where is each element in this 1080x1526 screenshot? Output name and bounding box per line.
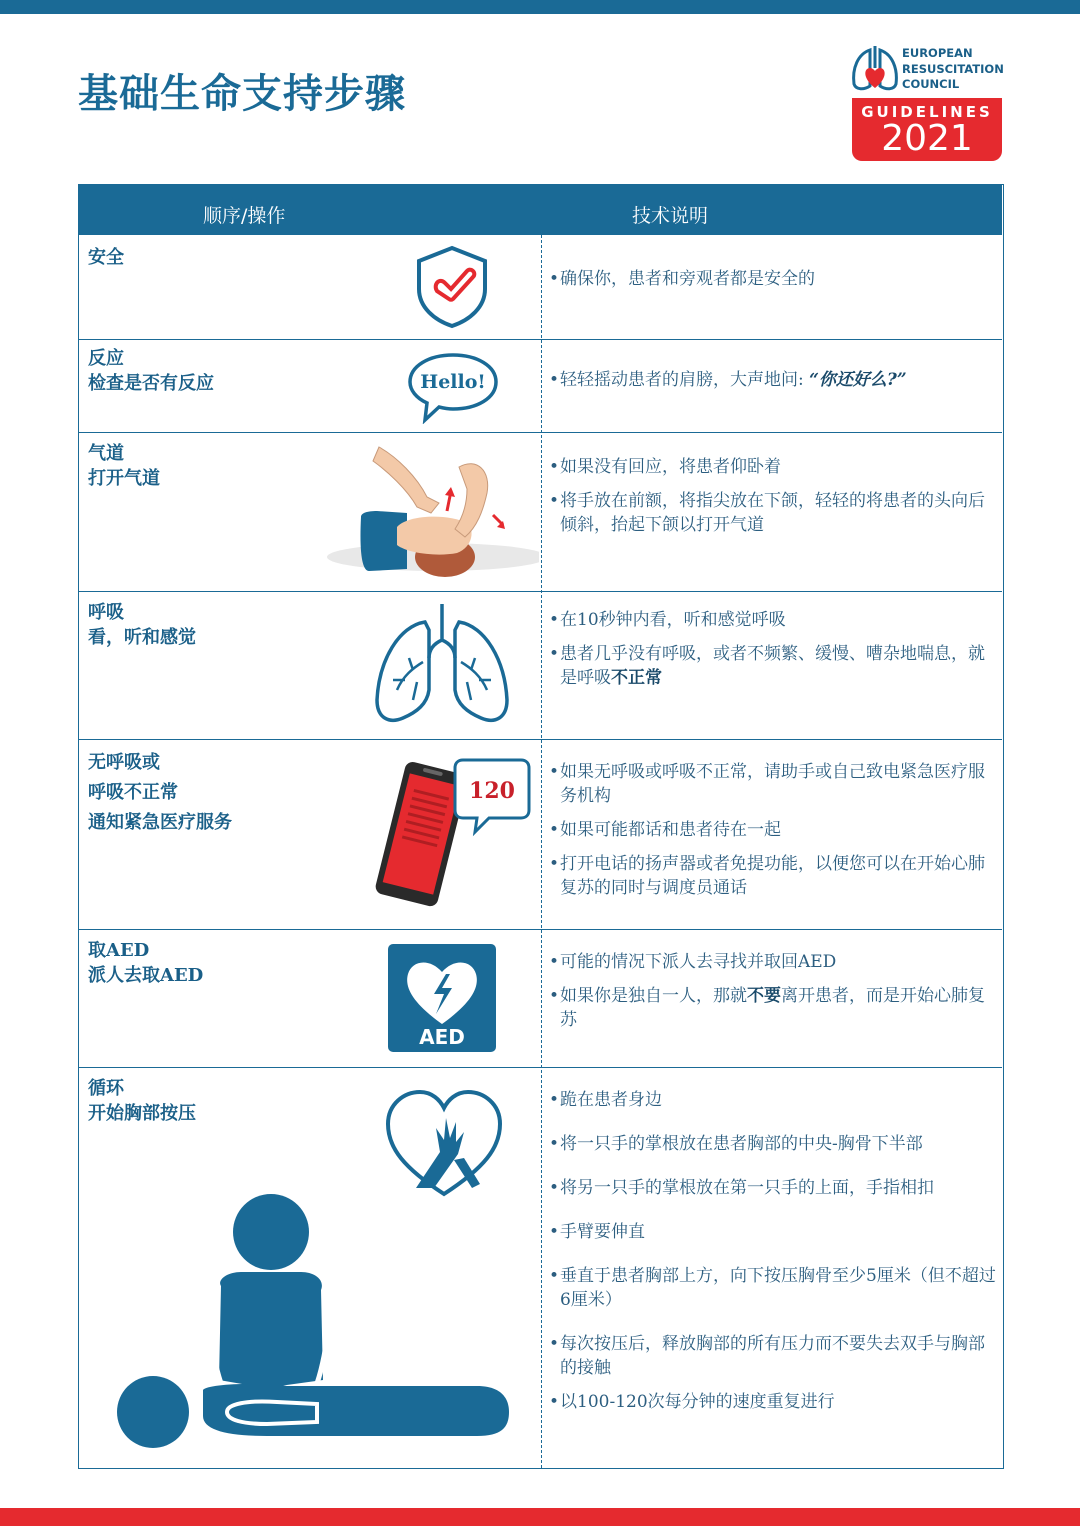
step-subtitle: 开始胸部按压 — [88, 1103, 196, 1124]
bullet-item: • 跪在患者身边 — [549, 1088, 999, 1112]
lungs-heart-icon — [850, 44, 900, 96]
step-title: 取AED — [88, 940, 150, 961]
step-title: 无呼吸或 — [88, 752, 160, 773]
step-label — [88, 1076, 196, 1126]
bullet-item: • 将一只手的掌根放在患者胸部的中央-胸骨下半部 — [549, 1132, 999, 1156]
step-title: 循环 — [88, 1078, 124, 1099]
table-row — [79, 930, 1002, 1068]
bullet-item: • 打开电话的扬声器或者免提功能，以便您可以在开始心肺复苏的同时与调度员通话 — [549, 852, 999, 900]
table-row — [79, 340, 1002, 433]
table-row — [79, 235, 1002, 340]
step-subtitle: 看，听和感觉 — [88, 627, 196, 648]
step-title: 呼吸 — [88, 602, 124, 623]
table-header — [79, 185, 1002, 235]
step-subtitle: 派人去取AED — [88, 965, 204, 986]
bullet-item: • 将另一只手的掌根放在第一只手的上面，手指相扣 — [549, 1176, 999, 1200]
step-description — [549, 950, 999, 1042]
step-title: 气道 — [88, 443, 124, 464]
step-label — [88, 600, 196, 650]
bullet-item: • 如果无呼吸或呼吸不正常，请助手或自己致电紧急医疗服务机构 — [549, 760, 999, 808]
bullet-bold: 不要 — [747, 986, 781, 1006]
bullet-item: • 垂直于患者胸部上方，向下按压胸骨至少5厘米（但不超过6厘米） — [549, 1264, 999, 1312]
step-subtitle: 检查是否有反应 — [88, 373, 214, 394]
step-description — [549, 608, 999, 700]
top-bar — [0, 0, 1080, 14]
bullet-text: 轻轻摇动患者的肩膀，大声地问: — [560, 370, 810, 390]
page-title: 基础生命支持步骤 — [78, 70, 406, 117]
bls-table — [78, 184, 1004, 1469]
bottom-bar — [0, 1508, 1080, 1526]
step-label — [88, 748, 232, 838]
phone-call-icon — [371, 756, 533, 912]
logo-line-3: COUNCIL — [902, 77, 960, 91]
bullet-item: • 如果可能都话和患者待在一起 — [549, 818, 999, 842]
bullet-item: • 在10秒钟内看，听和感觉呼吸 — [549, 608, 999, 632]
lungs-icon — [373, 600, 511, 728]
bullet-text: 患者几乎没有呼吸，或者不频繁、缓慢、嘈杂地喘息，就是呼吸 — [560, 644, 985, 688]
step-label — [88, 938, 203, 988]
bullet-bold: 不正常 — [611, 668, 662, 688]
step-subtitle: 打开气道 — [88, 468, 160, 489]
table-row — [79, 1068, 1002, 1468]
cpr-figure-icon — [117, 1190, 513, 1460]
bullet-item — [549, 642, 999, 690]
airway-illustration — [327, 437, 539, 587]
hello-text: Hello! — [420, 371, 486, 393]
col-header-description: 技术说明 — [632, 205, 709, 227]
bullet-item — [549, 984, 999, 1032]
shield-check-icon — [415, 245, 489, 329]
speech-bubble-icon — [407, 352, 499, 424]
step-label — [88, 346, 214, 396]
bullet-item: • 可能的情况下派人去寻找并取回AED — [549, 950, 999, 974]
step-label — [88, 441, 160, 491]
guidelines-label: GUIDELINES — [861, 103, 993, 121]
bullet-quote: “你还好么?” — [809, 370, 907, 390]
step-description — [549, 1088, 999, 1424]
guidelines-year: 2021 — [881, 118, 973, 159]
bullet-item: • 每次按压后，释放胸部的所有压力而不要失去双手与胸部的接触 — [549, 1332, 999, 1380]
bullet-item: • 如果没有回应，将患者仰卧着 — [549, 455, 999, 479]
step-subtitle: 通知紧急医疗服务 — [88, 812, 232, 833]
step-description — [549, 267, 999, 301]
step-subtitle: 呼吸不正常 — [88, 782, 178, 803]
heart-hands-icon — [384, 1088, 504, 1200]
erc-logo — [850, 44, 1005, 164]
bullet-item: • 手臂要伸直 — [549, 1220, 999, 1244]
step-description — [549, 455, 999, 547]
aed-icon-label: AED — [419, 1025, 465, 1049]
step-label — [88, 245, 124, 270]
bullet-item — [549, 368, 999, 392]
bullet-text: 如果你是独自一人，那就 — [560, 986, 747, 1006]
bullet-item: • 确保你，患者和旁观者都是安全的 — [549, 267, 999, 291]
bullet-text: 离开患者，而是开始心肺复苏 — [560, 986, 985, 1030]
bullet-item: • 将手放在前额，将指尖放在下颌，轻轻的将患者的头向后倾斜，抬起下颌以打开气道 — [549, 489, 999, 537]
table-row — [79, 592, 1002, 740]
step-title: 安全 — [88, 247, 124, 268]
step-description — [549, 760, 999, 910]
logo-line-2: RESUSCITATION — [902, 61, 1004, 76]
aed-icon — [388, 944, 498, 1054]
step-description — [549, 368, 999, 402]
table-row — [79, 740, 1002, 930]
bullet-item: • 以100-120次每分钟的速度重复进行 — [549, 1390, 999, 1414]
col-header-order: 顺序/操作 — [203, 205, 286, 227]
table-row — [79, 433, 1002, 592]
guidelines-badge — [852, 98, 1002, 161]
logo-line-1: EUROPEAN — [902, 46, 973, 60]
step-title: 反应 — [88, 348, 124, 369]
emergency-number-text: 120 — [469, 778, 515, 804]
